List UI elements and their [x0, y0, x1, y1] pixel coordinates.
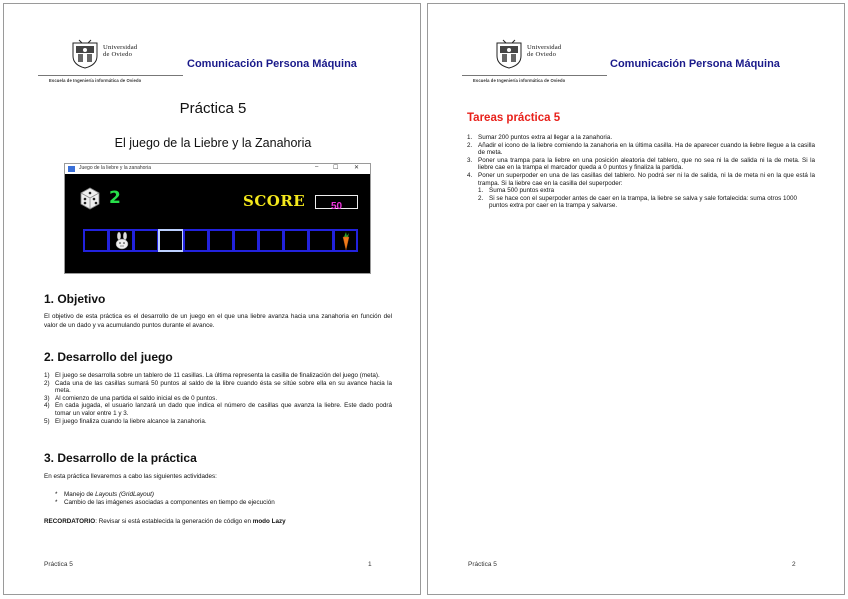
list-item-text: Poner un superpoder en una de las casillas del tablero. No podrá ser ni la de salida, ni la de meta ni en la que está la trampa. Si la liebre cae en la casilla del superpoder:	[478, 171, 815, 187]
university-name-line2: de Oviedo	[527, 51, 557, 59]
board-cell-8[interactable]	[258, 229, 284, 252]
list-item-number: 4.	[467, 171, 473, 179]
school-name: Escuela de Ingeniería informática de Oviedo	[49, 78, 142, 83]
bullet-marker: *	[55, 491, 58, 498]
score-box	[315, 195, 358, 212]
game-window	[64, 163, 371, 274]
board-cell-6[interactable]	[208, 229, 234, 252]
minimize-icon[interactable]: –	[315, 164, 319, 170]
board-cell-5[interactable]	[183, 229, 209, 252]
section-2-title: 2. Desarrollo del juego	[44, 350, 173, 364]
list-item-number: 5)	[44, 417, 50, 425]
score-label: SCORE	[243, 192, 306, 210]
close-icon[interactable]: ✕	[354, 165, 360, 171]
section-1-text: El objetivo de esta práctica es el desarrollo de un juego en el que una liebre avanza hacia una zanahoria en función del valor de un dado y va acumulando puntos durante el avance.	[44, 313, 392, 329]
list-item-text: Al comienzo de una partida el saldo inicial es de 0 puntos.	[55, 394, 218, 402]
list-item	[467, 134, 815, 142]
list-item	[44, 491, 392, 499]
list-item-number: 1)	[44, 372, 50, 379]
list-item	[44, 402, 392, 417]
list-item	[467, 142, 815, 157]
school-name: Escuela de Ingeniería informática de Oviedo	[473, 78, 566, 83]
board-cell-9[interactable]	[283, 229, 309, 252]
bullet-marker: *	[55, 499, 58, 506]
page-number: 1	[368, 561, 372, 568]
dice-icon[interactable]	[79, 186, 101, 210]
course-title: Comunicación Persona Máquina	[187, 58, 357, 70]
list-item-number: 4)	[44, 402, 50, 410]
bullet-emphasis: Layouts (GridLayout)	[95, 491, 154, 498]
list-item-number: 2.	[467, 141, 473, 149]
carrot-icon	[341, 232, 351, 251]
footer-left: Práctica 5	[468, 561, 497, 568]
tasks-title: Tareas práctica 5	[467, 112, 561, 124]
section-1-title: 1. Objetivo	[44, 292, 106, 306]
university-logo	[70, 39, 154, 73]
list-item-number: 3.	[467, 156, 473, 164]
board-cell-4-highlighted[interactable]	[158, 229, 184, 252]
sub-list-item	[467, 187, 815, 195]
list-item	[44, 372, 392, 380]
tasks-list	[467, 134, 815, 210]
university-logo	[494, 39, 578, 73]
maximize-icon[interactable]: ☐	[333, 165, 339, 171]
practice-subtitle: El juego de la Liebre y la Zanahoria	[114, 136, 312, 150]
app-icon	[68, 166, 75, 172]
university-crest-icon	[494, 39, 524, 69]
list-item	[467, 172, 815, 187]
university-name-line1: Universidad	[527, 44, 562, 51]
board-cell-11[interactable]	[333, 229, 358, 252]
board-cell-10[interactable]	[308, 229, 334, 252]
list-item-number: 2)	[44, 379, 50, 387]
list-item-number: 3)	[44, 394, 50, 402]
board-cell-7[interactable]	[233, 229, 259, 252]
dice-value: 2	[109, 188, 121, 208]
list-item-text: Cada una de las casillas sumará 50 puntos al saldo de la libre cuando ésta se sitúe sobre ella en su avance hacia la meta.	[55, 379, 392, 395]
bullet-text: Manejo de	[64, 491, 96, 498]
footer-left: Práctica 5	[44, 561, 73, 568]
practice-title: Práctica 5	[179, 100, 247, 117]
game-board	[83, 229, 358, 252]
list-item-number: 1.	[478, 187, 484, 195]
game-window-title: Juego de la liebre y la zanahoria	[79, 165, 151, 171]
page-2	[427, 3, 845, 595]
page-1	[3, 3, 421, 595]
university-name	[527, 44, 561, 59]
section-3-title: 3. Desarrollo de la práctica	[44, 451, 197, 465]
reminder-bold: modo Lazy	[252, 518, 286, 525]
section-3-bullets	[44, 491, 392, 507]
list-item-number: 2.	[478, 194, 484, 202]
university-name-line2: de Oviedo	[103, 51, 133, 59]
list-item-number: 1.	[467, 134, 473, 141]
bullet-text: Cambio de las imágenes asociadas a componentes en tiempo de ejecución	[64, 499, 275, 506]
university-crest-icon	[70, 39, 100, 69]
board-cell-3[interactable]	[133, 229, 159, 252]
list-item	[467, 157, 815, 172]
list-item-text: Poner una trampa para la liebre en una posición aleatoria del tablero, que no sea ni la de salida ni la de meta. Si la liebre cae en la trampa el marcador queda a 0 puntos y finaliza la partida.	[478, 156, 815, 172]
list-item-text: El juego se desarrolla sobre un tablero de 11 casillas. La última representa la casilla de finalización del juego (meta).	[55, 372, 380, 379]
section-2-list	[44, 372, 392, 425]
score-value: 50	[330, 201, 343, 212]
list-item	[44, 499, 392, 507]
list-item	[44, 380, 392, 395]
game-titlebar	[65, 164, 370, 174]
list-item-text: Sumar 200 puntos extra al llegar a la zanahoria.	[478, 134, 613, 141]
section-3-intro: En esta práctica llevaremos a cabo las siguientes actividades:	[44, 473, 217, 480]
header-rule	[38, 75, 183, 76]
reminder-label: RECORDATORIO	[44, 518, 96, 525]
list-item-text: El juego finaliza cuando la liebre alcance la zanahoria.	[55, 417, 207, 425]
university-name-line1: Universidad	[103, 44, 138, 51]
reminder-text: : Revisar si está establecida la generación de código en	[95, 518, 253, 525]
hare-icon	[114, 232, 130, 250]
university-name	[103, 44, 137, 59]
list-item	[44, 395, 392, 403]
reminder	[44, 518, 404, 527]
board-cell-1[interactable]	[83, 229, 109, 252]
page-number: 2	[792, 561, 796, 568]
list-item-text: Si se hace con el superpoder antes de caer en la trampa, la liebre se salva y sale fortalecida: suma otros 1000 puntos extra por caer en la trampa y salvarse.	[489, 194, 798, 210]
course-title: Comunicación Persona Máquina	[610, 58, 780, 70]
sub-list-item	[467, 195, 815, 210]
list-item	[44, 418, 392, 426]
header-rule	[462, 75, 607, 76]
list-item-text: Suma 500 puntos extra	[489, 187, 555, 195]
list-item-text: En cada jugada, el usuario lanzará un dado que indica el número de casillas que avanza la liebre. Este dado podrá tomar un valor entre 1 y 3.	[55, 402, 392, 417]
board-cell-2[interactable]	[108, 229, 134, 252]
list-item-text: Añadir el icono de la liebre comiendo la zanahoria en la última casilla. Ha de aparecer cuando la liebre llegue a la casilla de meta.	[478, 141, 815, 157]
